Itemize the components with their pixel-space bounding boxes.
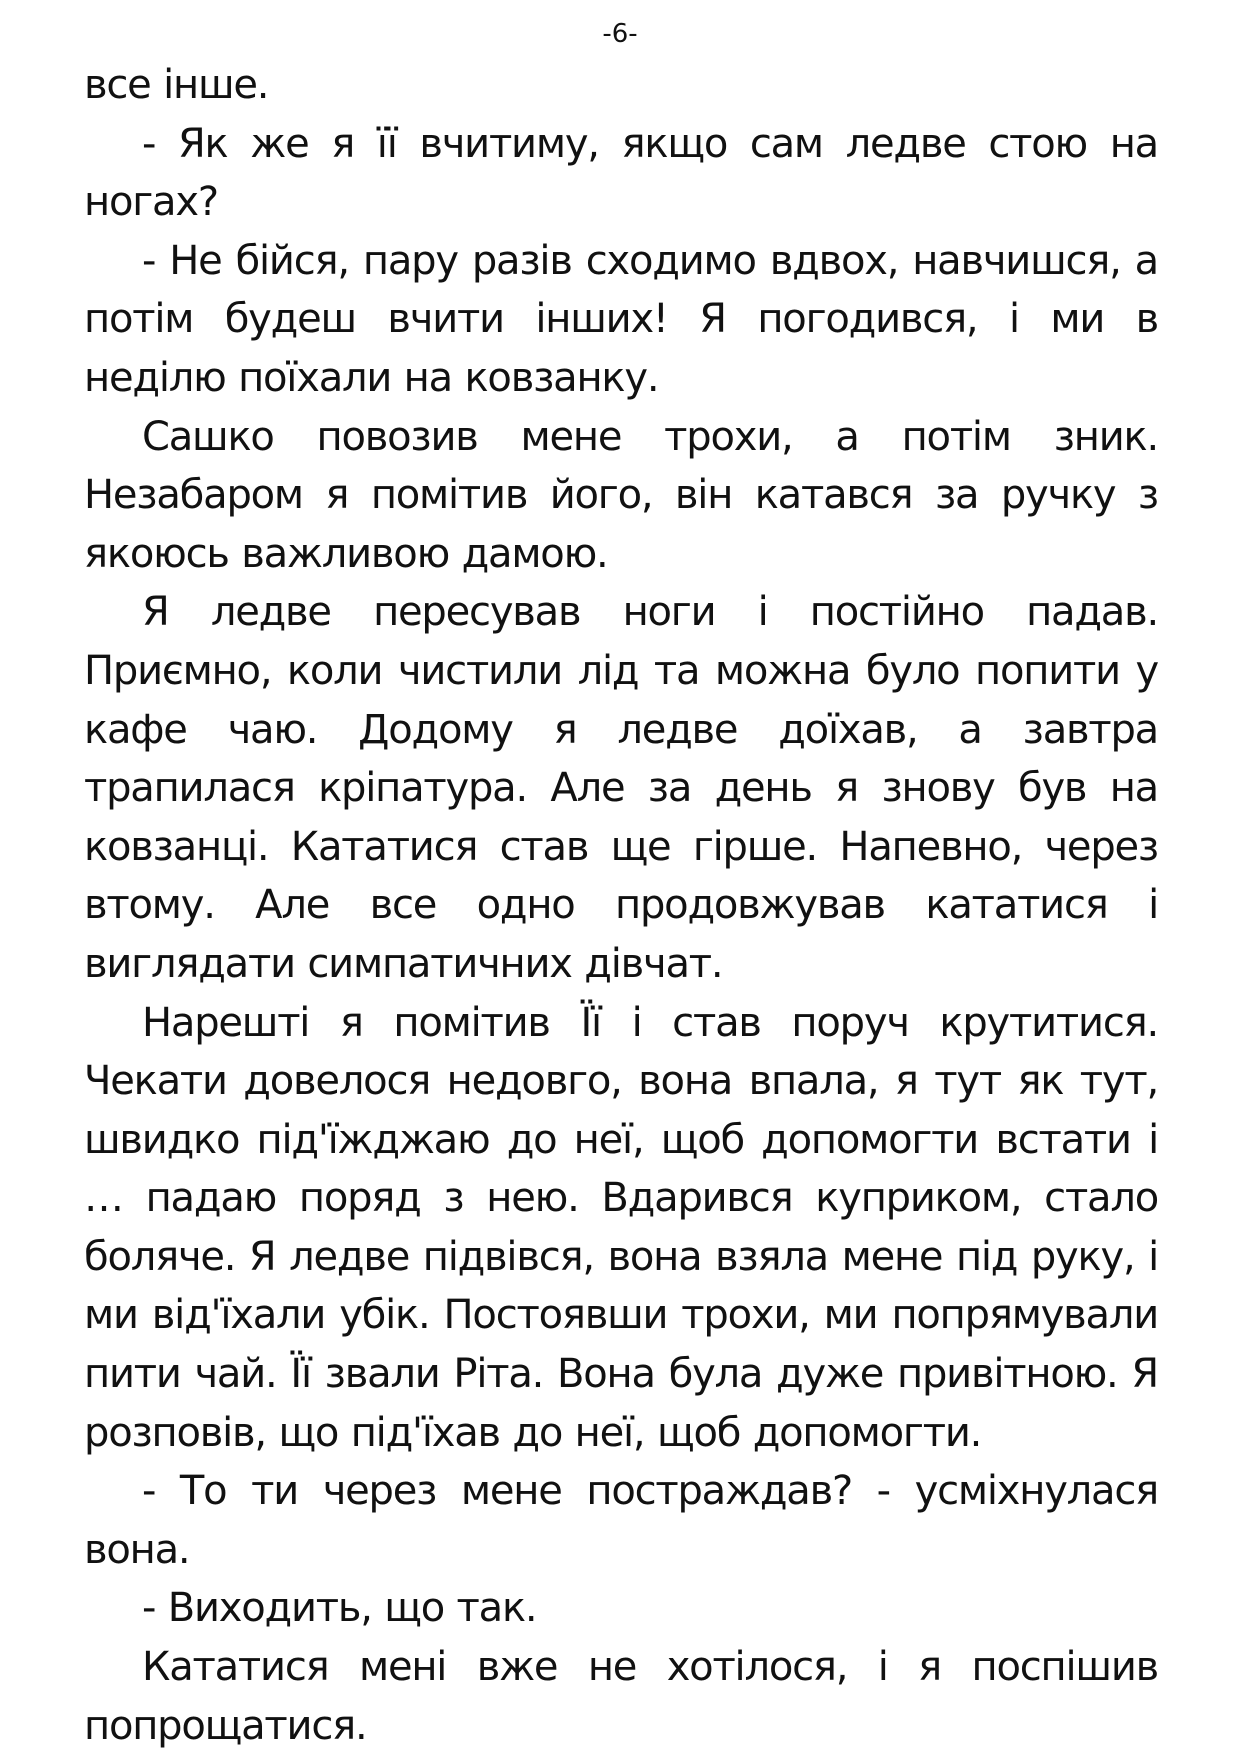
paragraph-farewell: Кататися мені вже не хотілося, і я поспішив попрощатися. <box>84 1644 1158 1749</box>
paragraph-meeting: Нарешті я помітив Її і став поруч крутитися. Чекати довелося недовго, вона впала, я тут як тут, швидко під'їжджаю до неї, щоб допомогти встати і … падаю поряд з нею. Вдарився куприком, стало боляче. Я ледве підвівся, вона взяла мене під руку, і ми від'їхали убік. Постоявши трохи, ми попрямували пити чай. Її звали Ріта. Вона була дуже привітною. Я розповів, що під'їхав до неї, щоб допомогти. <box>84 999 1158 1456</box>
document-body <box>84 56 1158 1755</box>
paragraph-skating: Я ледве пересував ноги і постійно падав. Приємно, коли чистили лід та можна було попити у кафе чаю. Додому я ледве доїхав, а завтра трапилася кріпатура. Але за день я знову був на ковзанці. Кататися став ще гірше. Напевно, через втому. Але все одно продовжував кататися і виглядати симпатичних дівчат. <box>84 589 1158 987</box>
paragraph-dialogue-reply: - Не бійся, пару разів сходимо вдвох, навчишся, а потім будеш вчити інших! Я погодився, і ми в неділю поїхали на ковзанку. <box>84 237 1158 401</box>
paragraph-sashko: Сашко повозив мене трохи, а потім зник. Незабаром я помітив його, він катався за ручку з якоюсь важливою дамою. <box>84 413 1158 577</box>
paragraph-dialogue-answer: - Виходить, що так. <box>142 1585 537 1632</box>
page-number: -6- <box>602 19 638 49</box>
paragraph-dialogue-question: - Як же я її вчитиму, якщо сам ледве стою на ногах? <box>84 120 1158 226</box>
paragraph-continuation: все інше. <box>84 62 269 108</box>
paragraph-dialogue-rita: - То ти через мене постраждав? - усміхнулася вона. <box>84 1468 1158 1573</box>
